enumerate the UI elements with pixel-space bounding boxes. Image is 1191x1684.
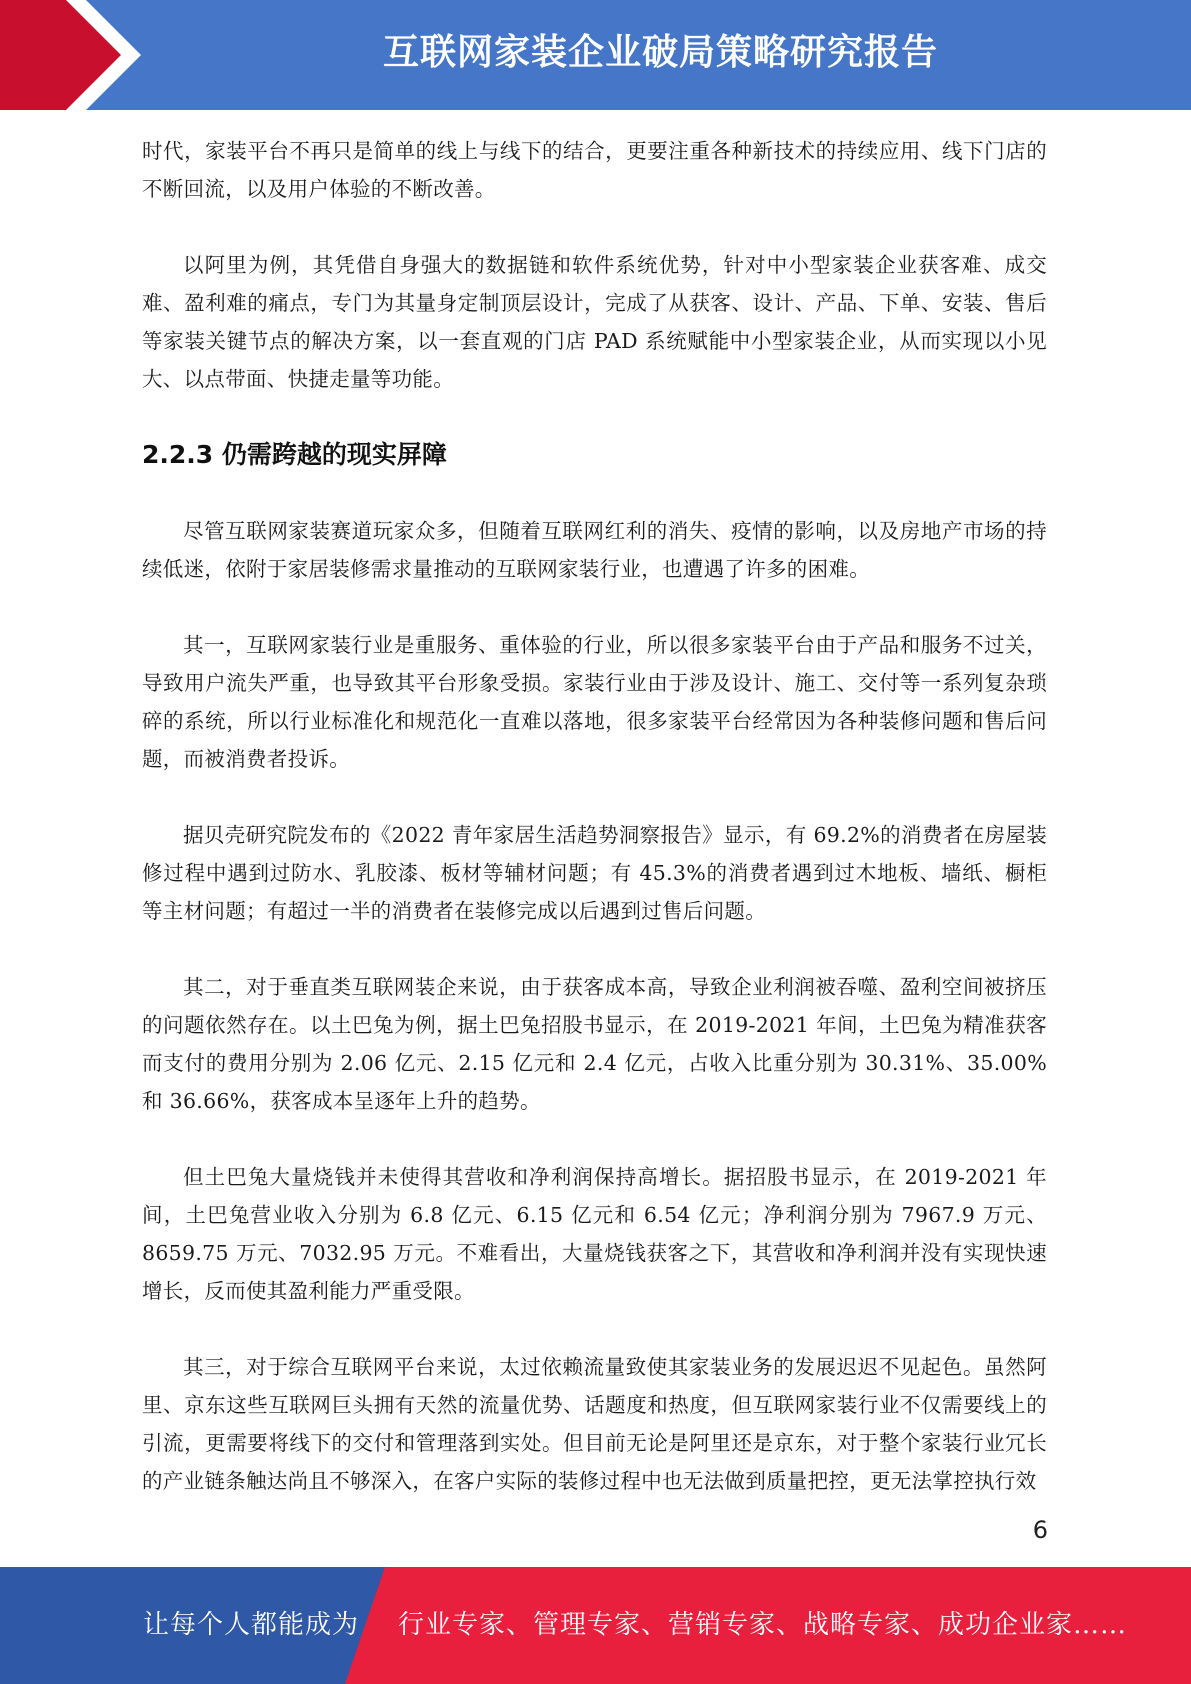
paragraph-second-issue: 其二，对于垂直类互联网装企来说，由于获客成本高，导致企业利润被吞噬、盈利空间被挤压的问题依然存在。以土巴兔为例，据土巴兔招股书显示，在 2019-2021 年间，土巴兔为精准获客而支付的费用分别为 2.06 亿元、2.15 亿元和 2.4 亿元，占收入比重分别为 30.31%、35.00%和 36.66%，获客成本呈逐年上升的趋势。 <box>142 975 1047 1113</box>
footer-slogan-right: 行业专家、管理专家、营销专家、战略专家、成功企业家…… <box>398 1610 1128 1640</box>
section-heading: 2.2.3 仍需跨越的现实屏障 <box>142 440 447 469</box>
paragraph-first-issue: 其一，互联网家装行业是重服务、重体验的行业，所以很多家装平台由于产品和服务不过关，导致用户流失严重，也导致其平台形象受损。家装行业由于涉及设计、施工、交付等一系列复杂琐碎的系统，所以行业标准化和规范化一直难以落地，很多家装平台经常因为各种装修问题和售后问题，而被消费者投诉。 <box>142 633 1047 771</box>
page-footer <box>0 1567 1191 1684</box>
paragraph-third-issue: 其三，对于综合互联网平台来说，太过依赖流量致使其家装业务的发展迟迟不见起色。虽然阿里、京东这些互联网巨头拥有天然的流量优势、话题度和热度，但互联网家装行业不仅需要线上的引流，更需要将线下的交付和管理落到实处。但目前无论是阿里还是京东，对于整个家装行业冗长的产业链条触达尚且不够深入，在客户实际的装修过程中也无法做到质量把控，更无法掌控执行效 <box>142 1355 1047 1493</box>
report-title: 互联网家装企业破局策略研究报告 <box>382 32 938 73</box>
paragraph-beike-report: 据贝壳研究院发布的《2022 青年家居生活趋势洞察报告》显示，有 69.2%的消费者在房屋装修过程中遇到过防水、乳胶漆、板材等辅材问题；有 45.3%的消费者遇到过木地板、墙纸、橱柜等主材问题；有超过一半的消费者在装修完成以后遇到过售后问题。 <box>142 823 1047 923</box>
page-number: 6 <box>1032 1516 1048 1544</box>
paragraph-tubatu-revenue: 但土巴兔大量烧钱并未使得其营收和净利润保持高增长。据招股书显示，在 2019-2021 年间，土巴兔营业收入分别为 6.8 亿元、6.15 亿元和 6.54 亿元；净利润分别为 7967.9 万元、8659.75 万元、7032.95 万元。不难看出，大量烧钱获客之下，其营收和净利润并没有实现快速增长，反而使其盈利能力严重受限。 <box>142 1165 1047 1303</box>
paragraph-intro-difficulties: 尽管互联网家装赛道玩家众多，但随着互联网红利的消失、疫情的影响，以及房地产市场的持续低迷，依附于家居装修需求量推动的互联网家装行业，也遭遇了许多的困难。 <box>142 519 1047 581</box>
paragraph-continuation: 时代，家装平台不再只是简单的线上与线下的结合，更要注重各种新技术的持续应用、线下门店的不断回流，以及用户体验的不断改善。 <box>142 139 1047 201</box>
main-content <box>142 132 1047 1538</box>
footer-slogan-left: 让每个人都能成为 <box>143 1610 360 1640</box>
paragraph-alibaba-example: 以阿里为例，其凭借自身强大的数据链和软件系统优势，针对中小型家装企业获客难、成交难、盈利难的痛点，专门为其量身定制顶层设计，完成了从获客、设计、产品、下单、安装、售后等家装关键节点的解决方案，以一套直观的门店 PAD 系统赋能中小型家装企业，从而实现以小见大、以点带面、快捷走量等功能。 <box>142 253 1047 391</box>
page-header <box>0 0 1191 110</box>
